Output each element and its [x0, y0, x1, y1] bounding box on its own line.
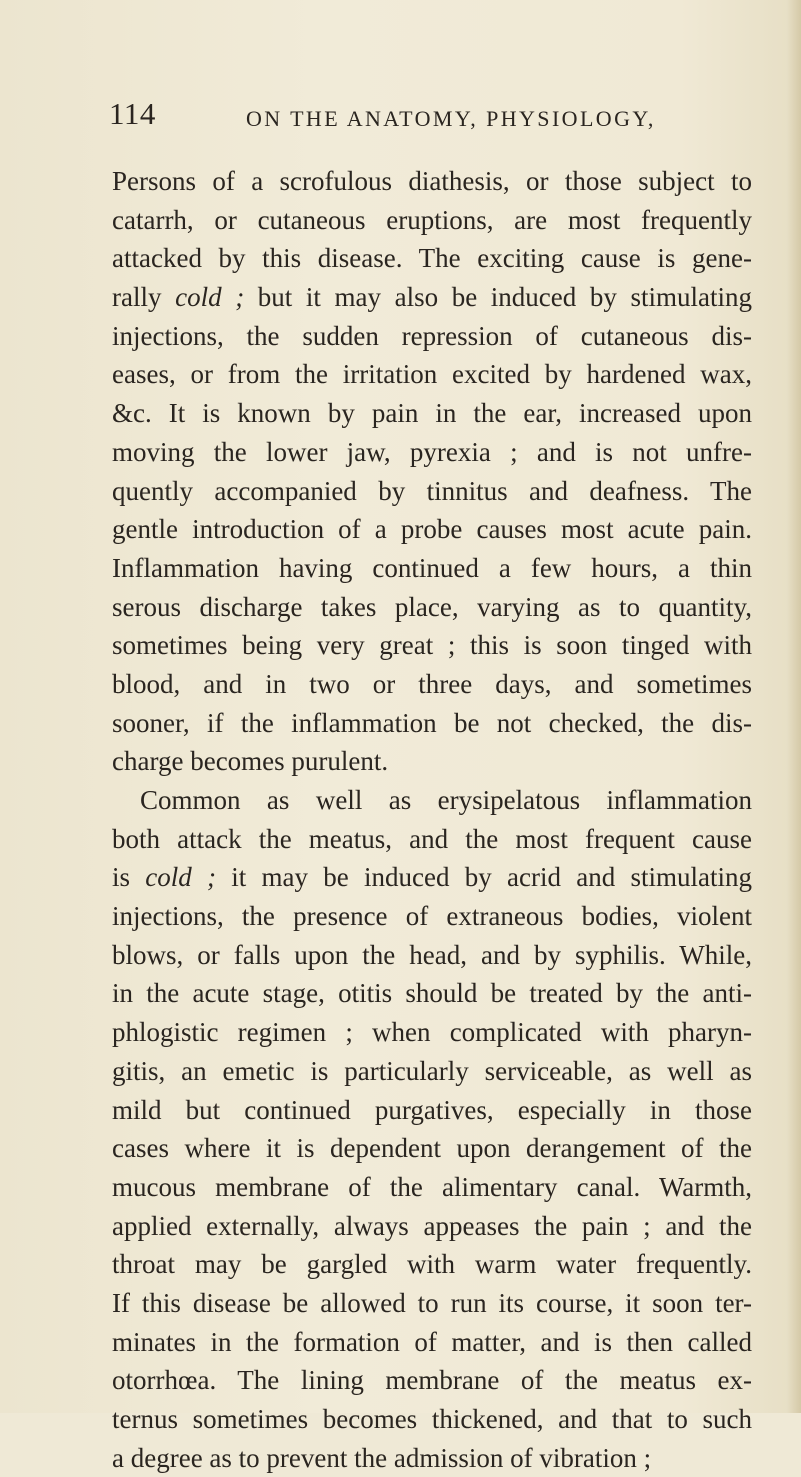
text-line [112, 278, 752, 317]
text-line: If this disease be allowed to run its course, it soon ter- [112, 1287, 752, 1318]
text-line: phlogistic regimen ; when complicated with pharyn- [112, 1017, 752, 1048]
text-run: rally [112, 282, 176, 313]
italic-term: cold ; [175, 282, 245, 313]
page-number: 114 [109, 96, 156, 131]
text-line: mild but continued purgatives, especially in those [112, 1094, 752, 1125]
text-line [112, 858, 752, 897]
text-run: but it may also be induced by stimulating [244, 282, 752, 313]
page-edge-shadow [787, 0, 801, 1413]
text-line: otorrhœa. The lining membrane of the meatus ex- [112, 1365, 752, 1396]
page-header [0, 96, 801, 136]
text-line: Common as well as erysipelatous inflammation [140, 785, 752, 815]
text-line: ternus sometimes becomes thickened, and that to such [112, 1404, 752, 1434]
text-line: Inflammation having continued a few hours, a thin [112, 552, 752, 583]
text-run: is [112, 862, 146, 893]
text-line: sooner, if the inflammation be not checked, the dis- [112, 707, 752, 738]
text-line: blows, or falls upon the head, and by syphilis. While, [112, 939, 752, 970]
text-line: eases, or from the irritation excited by hardened wax, [112, 359, 752, 390]
text-line: Persons of a scrofulous diathesis, or those subject to [112, 166, 752, 196]
text-line: attacked by this disease. The exciting cause is gene- [112, 243, 752, 274]
text-run: it may be induced by acrid and stimulating [216, 862, 753, 893]
text-line: gitis, an emetic is particularly serviceable, as well as [112, 1055, 752, 1086]
text-line: charge becomes purulent. [112, 746, 389, 777]
text-line: quently accompanied by tinnitus and deafness. The [112, 475, 752, 506]
text-line: catarrh, or cutaneous eruptions, are most frequently [112, 204, 752, 235]
text-line: sometimes being very great ; this is soon tinged with [112, 630, 752, 661]
text-line: serous discharge takes place, varying as to quantity, [112, 591, 752, 622]
text-line: both attack the meatus, and the most frequent cause [112, 823, 752, 854]
text-line: blood, and in two or three days, and sometimes [112, 668, 752, 699]
text-line: &c. It is known by pain in the ear, increased upon [112, 398, 752, 429]
text-line: injections, the presence of extraneous bodies, violent [112, 901, 752, 932]
text-line: applied externally, always appeases the pain ; and the [112, 1210, 752, 1241]
text-line: moving the lower jaw, pyrexia ; and is not unfre- [112, 436, 752, 467]
text-line: injections, the sudden repression of cutaneous dis- [112, 320, 752, 351]
text-line: gentle introduction of a probe causes most acute pain. [112, 514, 752, 545]
italic-term: cold ; [145, 862, 217, 893]
text-line: throat may be gargled with warm water frequently. [112, 1249, 752, 1280]
text-line: a degree as to prevent the admission of vibration ; [112, 1442, 652, 1473]
text-line: mucous membrane of the alimentary canal. Warmth, [112, 1171, 752, 1202]
text-line: cases where it is dependent upon derangement of the [112, 1133, 752, 1164]
body-text [112, 162, 752, 1477]
text-line: minates in the formation of matter, and is then called [112, 1326, 752, 1357]
running-head: ON THE ANATOMY, PHYSIOLOGY, [246, 106, 656, 131]
text-line: in the acute stage, otitis should be treated by the anti- [112, 978, 752, 1009]
